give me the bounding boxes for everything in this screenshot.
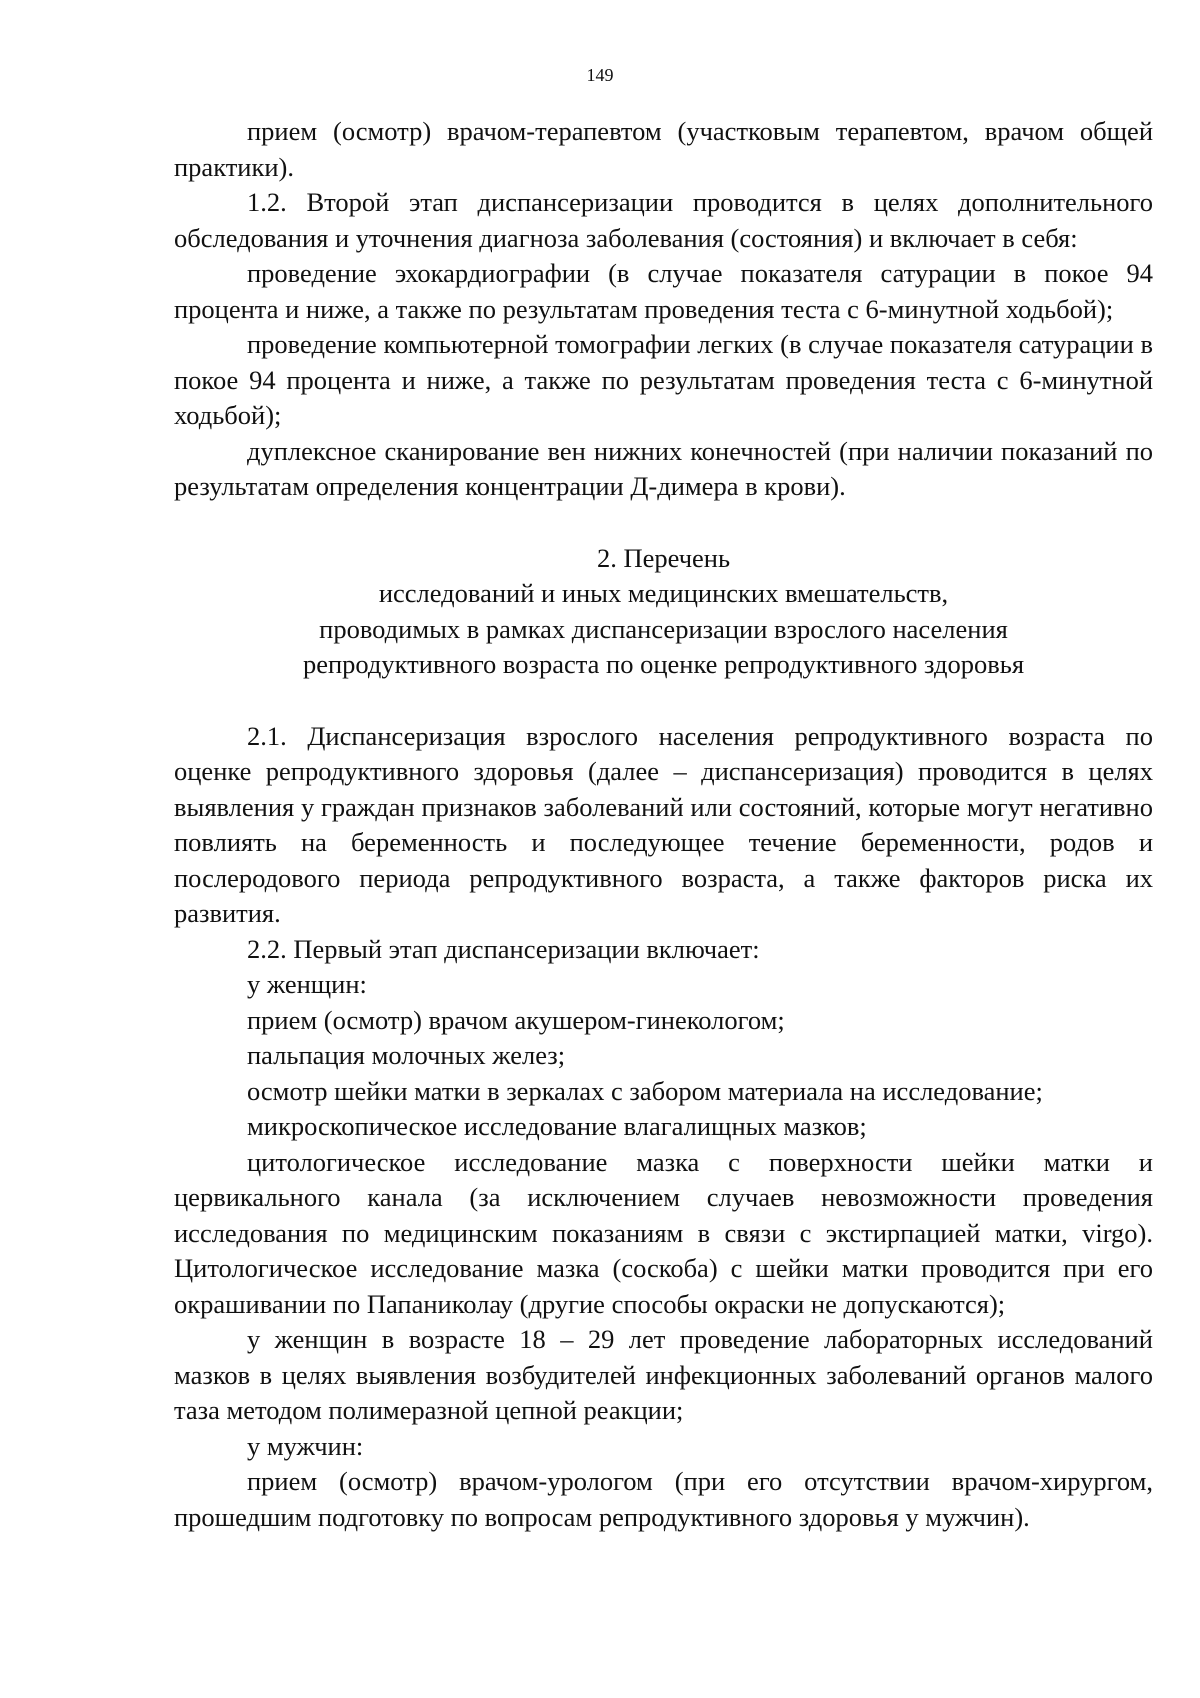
list-item: у женщин: — [247, 969, 367, 999]
list-item: у женщин в возрасте 18 – 29 лет проведение лабораторных исследований мазков в целях выявления возбудителей инфекционных заболеваний органов малого таза методом полимеразной цепной реакции; — [174, 1324, 1153, 1425]
list-item: микроскопическое исследование влагалищных мазков; — [247, 1111, 867, 1141]
page-content — [174, 114, 1153, 1535]
paragraph: 2.1. Диспансеризация взрослого населения репродуктивного возраста по оценке репродуктивного здоровья (далее – диспансеризация) проводится в целях выявления у граждан признаков заболеваний или состояний, которые могут негативно повлиять на беременность и последующее течение беременности, родов и послеродового периода репродуктивного возраста, а также факторов риска их развития. — [174, 720, 1153, 928]
paragraph: 2.2. Первый этап диспансеризации включает: — [247, 933, 760, 964]
list-item: пальпация молочных желез; — [247, 1040, 566, 1070]
section-heading — [174, 541, 1153, 683]
paragraph: 1.2. Второй этап диспансеризации проводится в целях дополнительного обследования и уточнения диагноза заболевания (состояния) и включает в себя: — [174, 187, 1153, 253]
paragraph: проведение эхокардиографии (в случае показателя сатурации в покое 94 процента и ниже, а также по результатам проведения теста с 6-минутной ходьбой); — [174, 258, 1153, 324]
spacer — [174, 505, 1153, 541]
section-heading-line: исследований и иных медицинских вмешательств, — [378, 578, 949, 608]
paragraph: дуплексное сканирование вен нижних конечностей (при наличии показаний по результатам определения концентрации Д-димера в крови). — [174, 435, 1153, 501]
list-item: прием (осмотр) врачом-урологом (при его отсутствии врачом-хирургом, прошедшим подготовку по вопросам репродуктивного здоровья у мужчин). — [174, 1466, 1153, 1532]
list-item: у мужчин: — [247, 1430, 364, 1461]
spacer — [174, 683, 1153, 719]
section-heading-line: проводимых в рамках диспансеризации взрослого населения — [319, 613, 1008, 644]
list-item: осмотр шейки матки в зеркалах с забором материала на исследование; — [247, 1075, 1043, 1106]
section-heading-line: репродуктивного возраста по оценке репродуктивного здоровья — [302, 649, 1025, 679]
section-heading-line: 2. Перечень — [596, 542, 731, 573]
paragraph: прием (осмотр) врачом-терапевтом (участковым терапевтом, врачом общей практики). — [174, 116, 1153, 182]
paragraph: проведение компьютерной томографии легких (в случае показателя сатурации в покое 94 процента и ниже, а также по результатам проведения теста с 6-минутной ходьбой); — [174, 329, 1153, 430]
page-number: 149 — [586, 65, 614, 85]
list-item: прием (осмотр) врачом акушером-гинекологом; — [247, 1004, 785, 1035]
list-item: цитологическое исследование мазка с поверхности шейки матки и цервикального канала (за исключением случаев невозможности проведения исследования по медицинским показаниям в связи с экстирпацией матки, virgo). Цитологическое исследование мазка (соскоба) с шейки матки проводится при его окрашивании по Папаниколау (другие способы окраски не допускаются); — [174, 1146, 1153, 1319]
